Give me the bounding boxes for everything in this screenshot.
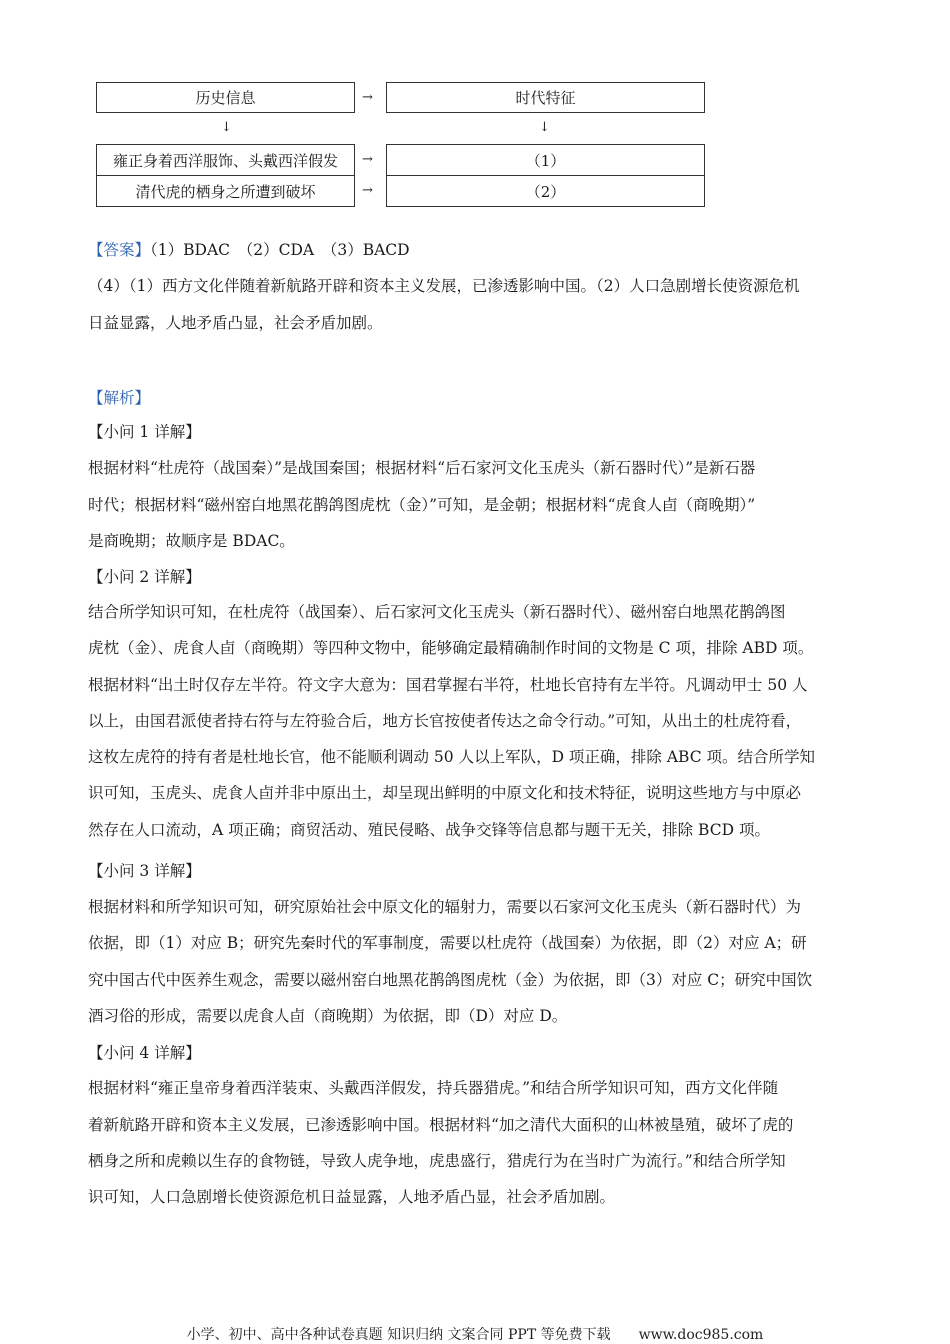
q4-line: 着新航路开辟和资本主义发展，已渗透影响中国。根据材料“加之清代大面积的山林被垦殖，破坏了虎的 [88,1116,794,1134]
footer-text: 小学、初中、高中各种试卷真题 知识归纳 文案合同 PPT 等免费下载 www.doc985.com [186,1327,764,1343]
q3-line: 究中国古代中医养生观念，需要以磁州窑白地黑花鹊鸽图虎枕（金）为依据，即（3）对应 C；研究中国饮 [88,971,813,989]
q2-line: 结合所学知识可知，在杜虎符（战国秦）、后石家河文化玉虎头（新石器时代）、磁州窑白地黑花鹊鸽图 [88,603,786,621]
header-era-feature-box [386,82,705,113]
q4-line: 识可知，人口急剧增长使资源危机日益显露，人地矛盾凸显，社会矛盾加剧。 [88,1188,616,1206]
q4-heading: 【小问 4 详解】 [88,1044,201,1062]
q1-line: 是商晚期；故顺序是 BDAC。 [88,532,295,550]
arrow-down-icon: ↓ [539,120,550,135]
row2-left-box [96,175,355,207]
q2-line: 以上，由国君派使者持右符与左符验合后，地方长官按使者传达之命令行动。”可知，从出土的杜虎符看， [88,712,802,730]
header-history-info-box [96,82,355,113]
answer-text-1: （1）BDAC （2）CDA （3）BACD [150,241,410,259]
row2-left-text: 清代虎的栖身之所遭到破坏 [135,182,316,201]
q3-line: 依据，即（1）对应 B；研究先秦时代的军事制度，需要以杜虎符（战国秦）为依据，即（2）对应 A；研 [88,934,807,952]
q3-line: 酒习俗的形成，需要以虎食人卣（商晚期）为依据，即（D）对应 D。 [88,1007,568,1025]
q2-line: 然存在人口流动，A 项正确；商贸活动、殖民侵略、战争交锋等信息都与题干无关，排除 BCD 项。 [88,821,770,839]
answer-line-2: （4）（1）西方文化伴随着新航路开辟和资本主义发展，已渗透影响中国。（2）人口急剧增长使资源危机 [88,277,800,295]
row2-right-box [386,175,705,207]
arrow-down-icon: ↓ [221,120,232,135]
header-history-info: 历史信息 [195,89,256,107]
q2-line: 虎枕（金）、虎食人卣（商晚期）等四种文物中，能够确定最精确制作时间的文物是 C 项，排除 ABD 项。 [88,639,814,657]
q1-heading: 【小问 1 详解】 [88,423,201,441]
row1-right-text: （1） [525,151,566,170]
answer-label: 【答案】 [88,241,151,259]
q1-line: 根据材料“杜虎符（战国秦）”是战国秦国；根据材料“后石家河文化玉虎头（新石器时代）”是新石器 [88,459,756,477]
answer-line-3: 日益显露，人地矛盾凸显，社会矛盾加剧。 [88,314,383,332]
row1-right-box [386,144,705,176]
q4-line: 栖身之所和虎赖以生存的食物链，导致人虎争地，虎患盛行，猎虎行为在当时广为流行。”和结合所学知 [88,1152,786,1170]
arrow-right-icon: → [362,152,373,167]
row1-left-text: 雍正身着西洋服饰、头戴西洋假发 [112,151,338,170]
q2-line: 识可知，玉虎头、虎食人卣并非中原出土，却呈现出鲜明的中原文化和技术特征，说明这些地方与中原必 [88,784,802,802]
q4-line: 根据材料“雍正皇帝身着西洋装束、头戴西洋假发，持兵器猎虎。”和结合所学知识可知，西方文化伴随 [88,1079,779,1097]
q3-line: 根据材料和所学知识可知，研究原始社会中原文化的辐射力，需要以石家河文化玉虎头（新石器时代）为 [88,898,802,916]
answer-line-1 [88,240,878,260]
q2-line: 根据材料“出土时仅存左半符。符文字大意为：国君掌握右半符，杜地长官持有左半符。凡调动甲士 50 人 [88,676,808,694]
q2-line: 这枚左虎符的持有者是杜地长官，他不能顺利调动 50 人以上军队，D 项正确，排除 ABC 项。结合所学知 [88,748,816,766]
arrow-right-icon: → [362,90,373,105]
q1-line: 时代；根据材料“磁州窑白地黑花鹊鸽图虎枕（金）”可知，是金朝；根据材料“虎食人卣（商晚期）” [88,496,756,514]
q2-heading: 【小问 2 详解】 [88,568,201,586]
row2-right-text: （2） [525,182,566,201]
row1-left-box [96,144,355,176]
arrow-right-icon: → [362,183,373,198]
header-era-feature: 时代特征 [515,89,576,107]
analysis-label: 【解析】 [88,389,151,407]
q3-heading: 【小问 3 详解】 [88,862,201,880]
